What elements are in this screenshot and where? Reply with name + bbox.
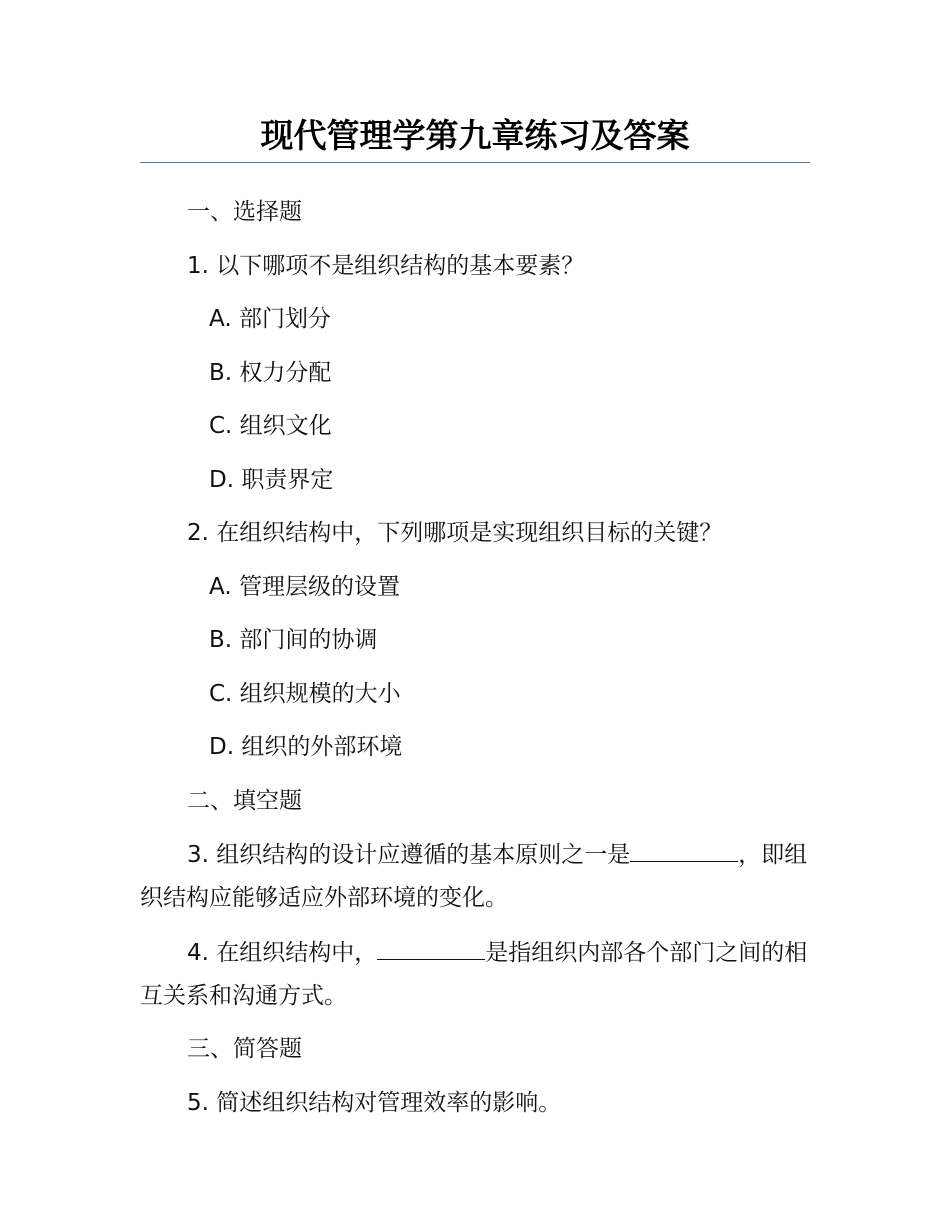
question-4-text-before: 4. 在组织结构中，: [187, 939, 378, 966]
section-heading-short: 三、简答题: [187, 1036, 302, 1062]
title-underline: [140, 162, 810, 163]
question-4: [140, 931, 810, 1018]
document-body: [140, 191, 810, 1135]
question-1-option-d: D. 职责界定: [209, 466, 334, 493]
question-1-option-c: C. 组织文化: [209, 413, 332, 439]
question-3: [140, 833, 810, 920]
question-3-text-before: 3. 组织结构的设计应遵循的基本原则之一是: [187, 842, 631, 868]
question-5-stem: 5. 简述组织结构对管理效率的影响。: [187, 1089, 562, 1116]
question-2-stem: 2. 在组织结构中，下列哪项是实现组织目标的关键？: [187, 520, 723, 546]
question-2-option-c: C. 组织规模的大小: [209, 680, 401, 707]
document-title: 现代管理学第九章练习及答案: [260, 116, 690, 155]
section-heading-fill: 二、填空题: [187, 787, 302, 814]
question-1-option-b: B. 权力分配: [209, 359, 332, 386]
question-2-option-a: A. 管理层级的设置: [209, 573, 400, 600]
question-4-blank: [377, 931, 485, 960]
question-1-option-a: A. 部门划分: [209, 306, 331, 332]
question-1-stem: 1. 以下哪项不是组织结构的基本要素？: [187, 252, 585, 279]
question-3-text-after: ，即组织结构应能够适应外部环境的变化。: [140, 842, 808, 911]
question-3-blank: [630, 833, 738, 862]
question-4-text-after: 是指组织内部各个部门之间的相互关系和沟通方式。: [140, 939, 808, 1009]
section-heading-choice: 一、选择题: [187, 199, 302, 225]
question-2-option-d: D. 组织的外部环境: [209, 734, 403, 760]
question-2-option-b: B. 部门间的协调: [209, 627, 378, 653]
